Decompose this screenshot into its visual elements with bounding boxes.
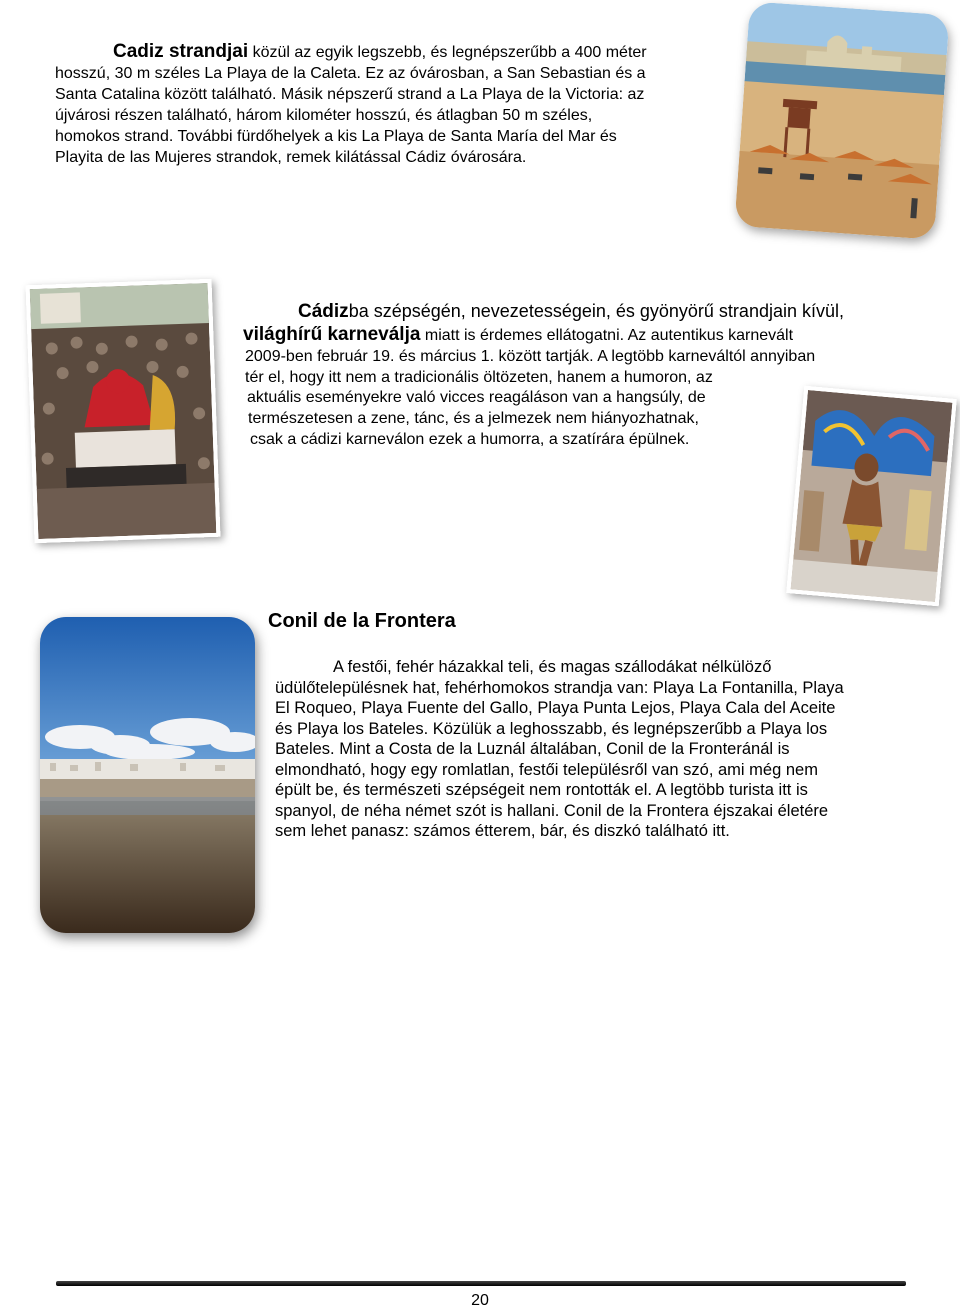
carnival-parade-photo bbox=[26, 279, 221, 543]
cadiz-beaches-paragraph: Cadiz strandjai közül az egyik legszebb, és legnépszerűbb a 400 méter hosszú, 30 m széles La Playa de la Caleta. Ez az óvárosban, a San Sebastian és a Santa Catalina között található. Másik népszerű strand a La Playa de la Victoria: az újvárosi részen található, három kilométer hosszú, és átlagban 50 m széles, homokos strand. További fürdőhelyek a kis La Playa de Santa María del Mar és Playita de las Mujeres strandok, remek kilátással Cádiz óvárosára. bbox=[55, 41, 647, 166]
cadiz-beaches-heading: Cadiz strandjai bbox=[113, 41, 249, 62]
paragraph-line: Bateles. Mint a Costa de la Luznál általában, Conil de la Fronteránál is bbox=[275, 740, 790, 758]
footer-rule bbox=[56, 1281, 906, 1286]
paragraph-line: A festői, fehér házakkal teli, és magas szállodákat nélkülöző bbox=[333, 658, 772, 676]
paragraph-line: csak a cádizi karneválon ezek a humorra, a szatírára épülnek. bbox=[250, 431, 690, 448]
cadiz-beach-photo bbox=[734, 1, 949, 239]
conil-paragraph bbox=[275, 657, 844, 842]
paragraph-line: épült be, és természeti szépségeit nem rontották el. A legtöbb turista itt is bbox=[275, 781, 808, 799]
paragraph-line: újvárosi részen található, három kilométer hosszú, és átlagban 50 m széles, bbox=[55, 107, 593, 124]
conil-beach-photo bbox=[40, 617, 255, 933]
conil-heading: Conil de la Frontera bbox=[268, 610, 456, 632]
paragraph-line: tér el, hogy itt nem a tradicionális öltözeten, hanem a humoron, az bbox=[245, 369, 713, 386]
paragraph-line: üdülőtelepülésnek hat, fehérhomokos strandja van: Playa La Fontanilla, Playa bbox=[275, 678, 844, 697]
paragraph-line: hosszú, 30 m széles La Playa de la Caleta. Ez az óvárosban, a San Sebastian és a bbox=[55, 65, 646, 82]
cadiz-bold: Cádiz bbox=[298, 301, 349, 322]
paragraph-line: Playita de las Mujeres strandok, remek kilátással Cádiz óvárosára. bbox=[55, 149, 527, 166]
samba-dancer-photo bbox=[786, 386, 957, 607]
paragraph-line: és Playa los Bateles. Közülük a leghosszabb, és legnépszerűbb a Playa los bbox=[275, 719, 828, 738]
paragraph-line: sem lehet panasz: számos étterem, bár, és diszkó található itt. bbox=[275, 822, 730, 840]
paragraph-line: spanyol, de néha német szót is hallani. Conil de la Frontera éjszakai életére bbox=[275, 801, 829, 820]
paragraph-line: természetesen a zene, tánc, és a jelmezek nem hiányozhatnak, bbox=[248, 410, 699, 427]
page-number: 20 bbox=[471, 1292, 489, 1309]
paragraph-line: Santa Catalina között található. Másik népszerű strand a La Playa de la Victoria: az bbox=[55, 86, 645, 103]
paragraph-line: homokos strand. További fürdőhelyek a kis La Playa de Santa María del Mar és bbox=[55, 128, 617, 145]
world-famous-carnival: világhírű karneválja bbox=[243, 324, 421, 345]
paragraph-line: 2009-ben február 19. és március 1. között tartják. A legtöbb karneváltól annyiban bbox=[245, 348, 816, 365]
paragraph-line: elmondható, hogy egy romlatlan, festői településről van szó, ami még nem bbox=[275, 760, 818, 779]
paragraph-line: aktuális eseményekre való vicces reagáláson van a hangsúly, de bbox=[247, 389, 706, 406]
paragraph-line: El Roqueo, Playa Fuente del Gallo, Playa Punta Lejos, Playa Cala del Aceite bbox=[275, 699, 836, 717]
